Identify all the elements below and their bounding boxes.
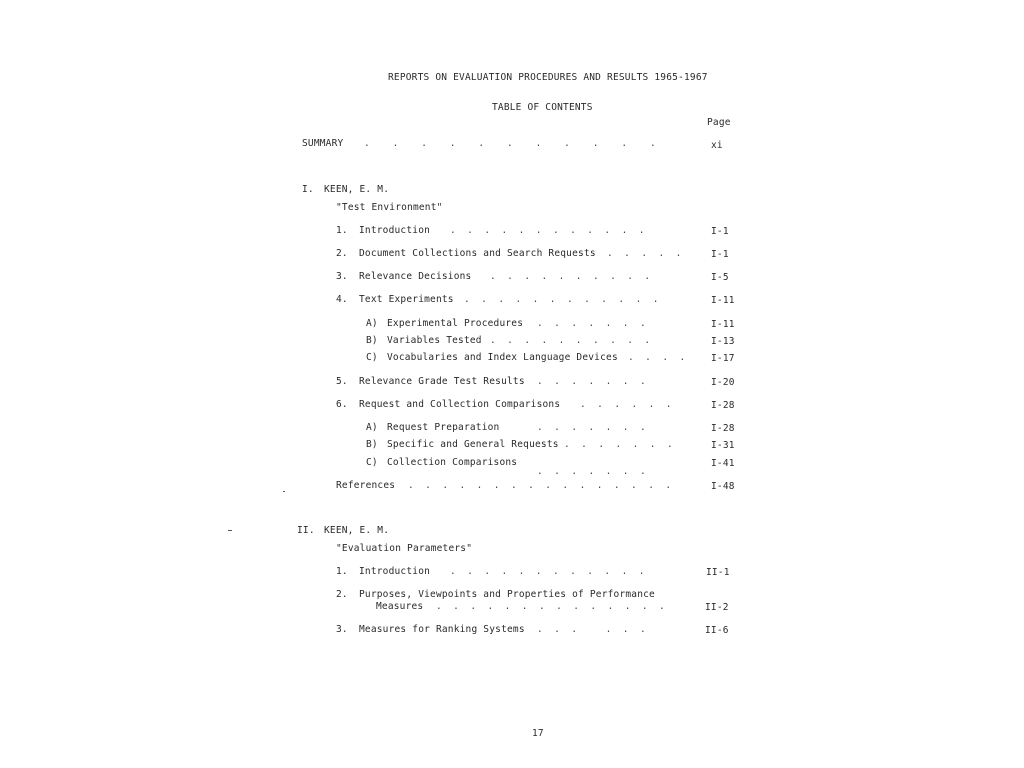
leader-dots: . . . . . . .: [564, 439, 673, 450]
toc-subentry-label: Collection Comparisons: [387, 457, 518, 468]
toc-subentry-label: Vocabularies and Index Language Devices: [387, 352, 618, 363]
leader-dots: . . . . . . . . . .: [490, 271, 651, 282]
toc-entry-page: II-1: [706, 567, 730, 578]
toc-entry-page: I-11: [711, 319, 735, 330]
leader-dots: . . . . . . .: [537, 422, 646, 433]
toc-entry-label: Relevance Grade Test Results: [359, 376, 525, 387]
toc-entry-number: 1.: [336, 566, 348, 577]
summary-label: SUMMARY: [302, 138, 344, 149]
toc-title: TABLE OF CONTENTS: [492, 102, 593, 113]
toc-entry-label: Relevance Decisions: [359, 271, 472, 282]
toc-entry-page: I-31: [711, 440, 735, 451]
toc-entry-label: Request and Collection Comparisons: [359, 399, 561, 410]
toc-entry-label: Text Experiments: [359, 294, 454, 305]
leader-dots: . . . . . . . . . . .: [364, 138, 656, 149]
leader-dots: . . . . . .: [580, 399, 672, 410]
toc-subentry-label: Experimental Procedures: [387, 318, 524, 329]
toc-entry-page: I-1: [711, 226, 729, 237]
toc-entry-number: 2.: [336, 589, 348, 600]
leader-dots: . . . . . . .: [537, 466, 646, 477]
toc-entry-page: I-41: [711, 458, 735, 469]
leader-dots: . . . . . . . . . . . .: [450, 566, 645, 577]
report-title: REPORTS ON EVALUATION PROCEDURES AND RESULTS 1965-1967: [388, 72, 708, 83]
toc-entry-label: Introduction: [359, 225, 431, 236]
toc-entry-page: I-48: [711, 481, 735, 492]
toc-subentry-label: Variables Tested: [387, 335, 482, 346]
page-column-heading: Page: [707, 117, 731, 128]
part1-numeral: I.: [302, 184, 314, 195]
leader-dots: . . . . . . . . . . . . . . . .: [408, 480, 672, 491]
toc-subentry-letter: C): [366, 352, 378, 363]
part2-author: KEEN, E. M.: [324, 525, 390, 536]
page-number: 17: [532, 728, 544, 739]
toc-entry-page: I-28: [711, 423, 735, 434]
toc-subentry-letter: A): [366, 318, 378, 329]
toc-entry-number: 5.: [336, 376, 348, 387]
scan-mark: [283, 491, 285, 492]
toc-subentry-letter: B): [366, 335, 378, 346]
toc-entry-page: I-17: [711, 353, 735, 364]
leader-dots: . . . . . . . . . .: [490, 335, 651, 346]
toc-entry-page: I-20: [711, 377, 735, 388]
toc-entry-label: Measures for Ranking Systems: [359, 624, 525, 635]
toc-subentry-letter: A): [366, 422, 378, 433]
toc-entry-number: 2.: [336, 248, 348, 259]
toc-entry-number: 3.: [336, 271, 348, 282]
leader-dots: . . . . . .: [537, 624, 646, 635]
part1-title: "Test Environment": [336, 202, 443, 213]
toc-entry-label: References: [336, 480, 396, 491]
leader-dots: . . . . . . .: [537, 376, 646, 387]
toc-entry-label: Introduction: [359, 566, 431, 577]
toc-subentry-label: Request Preparation: [387, 422, 500, 433]
toc-entry-page: I-1: [711, 249, 729, 260]
toc-subentry-label: Specific and General Requests: [387, 439, 559, 450]
toc-entry-number: 6.: [336, 399, 348, 410]
toc-entry-page: I-13: [711, 336, 735, 347]
toc-entry-label: Purposes, Viewpoints and Properties of Performance: [359, 589, 655, 600]
toc-entry-page: I-5: [711, 272, 729, 283]
leader-dots: . . . . . . .: [537, 318, 646, 329]
toc-entry-number: 3.: [336, 624, 348, 635]
scan-mark: [228, 530, 232, 531]
leader-dots: . . . . . . . . . . . . . .: [436, 601, 665, 612]
toc-entry-page: II-6: [705, 625, 729, 636]
toc-entry-label-continued: Measures: [376, 601, 424, 612]
toc-subentry-letter: B): [366, 439, 378, 450]
toc-entry-number: 1.: [336, 225, 348, 236]
toc-entry-page: I-28: [711, 400, 735, 411]
leader-dots: . . . .: [628, 352, 686, 363]
leader-dots: . . . . . . . . . . . .: [464, 294, 659, 305]
part2-numeral: II.: [297, 525, 315, 536]
toc-entry-label: Document Collections and Search Requests: [359, 248, 596, 259]
toc-subentry-letter: C): [366, 457, 378, 468]
toc-entry-page: I-11: [711, 295, 735, 306]
part2-title: "Evaluation Parameters": [336, 543, 473, 554]
leader-dots: . . . . . . . . . . . .: [450, 225, 645, 236]
leader-dots: . . . . .: [607, 248, 682, 259]
part1-author: KEEN, E. M.: [324, 184, 390, 195]
toc-entry-number: 4.: [336, 294, 348, 305]
toc-entry-page: II-2: [705, 602, 729, 613]
summary-page: xi: [711, 140, 723, 151]
